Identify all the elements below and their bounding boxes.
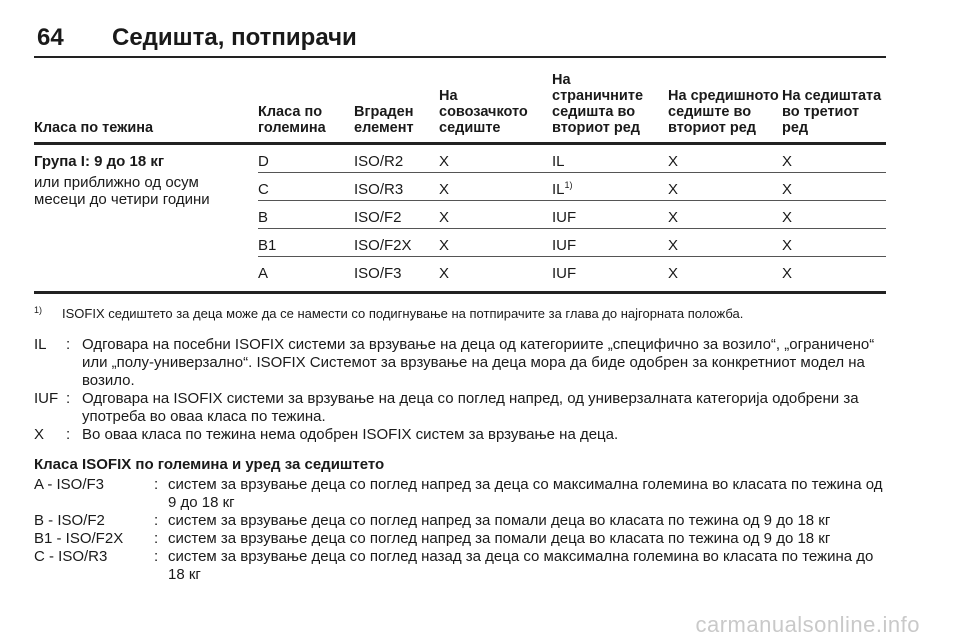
list-item	[34, 548, 886, 584]
legend-text: Одговара на посебни ISOFIX системи за врзување на деца од категориите „специфично за возило“, „ограничено“ или „полу-универзално“. ISOFIX Системот за врзување на деца мора да биде одобрен за конкретниот модел на возило.	[82, 336, 875, 389]
isofix-table	[34, 66, 886, 295]
cell-outer-text: IUF	[552, 209, 577, 226]
cell-front: X	[439, 153, 450, 170]
cell-front: X	[439, 265, 450, 282]
size-class-key: B1 - ISO/F2X	[34, 530, 124, 547]
legend-key: X	[34, 426, 45, 443]
cell-outer-text: IUF	[552, 237, 577, 254]
size-class-key: C - ISO/R3	[34, 548, 108, 565]
cell-center: X	[668, 237, 679, 254]
footnote-mark: 1)	[34, 305, 43, 315]
legend-colon: :	[66, 426, 71, 443]
list-item	[34, 512, 886, 530]
col-weight-class: Класа по тежина	[34, 120, 154, 136]
legend-item	[34, 390, 886, 426]
cell-fixture: ISO/F2X	[354, 237, 412, 254]
legend-key: IL	[34, 336, 47, 353]
cell-front: X	[439, 209, 450, 226]
cell-third: X	[782, 153, 793, 170]
table-bottom-rule	[34, 291, 886, 294]
list-item	[34, 530, 886, 548]
col-fixture: Вграден елемент	[354, 104, 414, 136]
size-class-text: систем за врзување деца со поглед напред за помали деца во класата по тежина од 9 до 18 кг	[168, 530, 831, 547]
list-item	[34, 476, 886, 512]
cell-center: X	[668, 265, 679, 282]
size-class-colon: :	[154, 512, 159, 529]
legend-text: Одговара на ISOFIX системи за врзување на деца со поглед напред, од универзалната категорија одобрени за употреба во оваа класа по тежина.	[82, 390, 859, 425]
table-body	[34, 145, 886, 295]
cell-fixture: ISO/R3	[354, 181, 404, 198]
weight-group-title: Група I: 9 до 18 кг	[34, 153, 165, 170]
size-class-text: систем за врзување деца со поглед напред за деца со максимална големина во класата по тежина од 9 до 18 кг	[168, 476, 883, 511]
header-divider	[34, 56, 886, 58]
legend-colon: :	[66, 390, 71, 407]
cell-outer-text: IL	[552, 153, 565, 170]
size-class-colon: :	[154, 548, 159, 565]
table-row	[34, 145, 886, 173]
footnote-ref: 1)	[564, 180, 573, 190]
size-class-text: систем за врзување деца со поглед назад за деца со максимална големина во класата по тежина до 18 кг	[168, 548, 874, 583]
table-row	[34, 201, 886, 229]
cell-front: X	[439, 181, 450, 198]
cell-center: X	[668, 209, 679, 226]
size-class-key: B - ISO/F2	[34, 512, 105, 529]
cell-size: B1	[258, 237, 277, 254]
table-row	[34, 257, 886, 285]
col-center-rear: На средишното седиште во вториот ред	[668, 88, 779, 136]
cell-center: X	[668, 181, 679, 198]
col-front-seat: На совозачкото седиште	[439, 88, 528, 136]
col-outer-rear: На страничните седишта во вториот ред	[552, 72, 644, 136]
col-size-class: Класа по големина	[258, 104, 326, 136]
size-class-heading: Класа ISOFIX по големина и уред за седиштето	[34, 456, 385, 473]
weight-group-subtitle: или приближно од осум месеци до четири години	[34, 174, 210, 208]
cell-third: X	[782, 181, 793, 198]
legend-key: IUF	[34, 390, 59, 407]
cell-size: C	[258, 181, 269, 198]
legend-colon: :	[66, 336, 71, 353]
col-third-row: На седиштата во третиот ред	[782, 88, 882, 136]
cell-front: X	[439, 237, 450, 254]
table-header	[34, 66, 886, 142]
size-class-key: A - ISO/F3	[34, 476, 105, 493]
cell-outer	[552, 209, 576, 226]
cell-fixture: ISO/R2	[354, 153, 404, 170]
watermark: carmanualsonline.info	[695, 612, 920, 637]
table-row	[34, 173, 886, 201]
legend-item	[34, 426, 886, 444]
footnote-text: ISOFIX седиштето за деца може да се намести со подигнување на потпирачите за глава до најгорната положба.	[62, 306, 744, 321]
cell-outer-text: IUF	[552, 265, 577, 282]
cell-outer	[552, 237, 576, 254]
legend-item	[34, 336, 886, 390]
cell-fixture: ISO/F3	[354, 265, 402, 282]
table-footnote	[34, 306, 743, 321]
cell-third: X	[782, 209, 793, 226]
size-class-colon: :	[154, 476, 159, 493]
table-row	[34, 229, 886, 257]
cell-center: X	[668, 153, 679, 170]
cell-outer	[552, 153, 565, 170]
cell-third: X	[782, 237, 793, 254]
cell-outer	[552, 265, 576, 282]
cell-outer-text: IL	[552, 181, 565, 198]
cell-size: A	[258, 265, 269, 282]
page-number: 64	[37, 24, 64, 51]
cell-outer	[552, 181, 573, 198]
legend-text: Во оваа класа по тежина нема одобрен ISOFIX систем за врзување на деца.	[82, 426, 619, 443]
size-class-text: систем за врзување деца со поглед напред за помали деца во класата по тежина од 9 до 18 кг	[168, 512, 831, 529]
cell-size: D	[258, 153, 269, 170]
cell-third: X	[782, 265, 793, 282]
cell-size: B	[258, 209, 269, 226]
size-class-list	[34, 476, 886, 584]
page-title: Седишта, потпирачи	[112, 24, 357, 51]
size-class-colon: :	[154, 530, 159, 547]
cell-fixture: ISO/F2	[354, 209, 402, 226]
legend	[34, 336, 886, 444]
